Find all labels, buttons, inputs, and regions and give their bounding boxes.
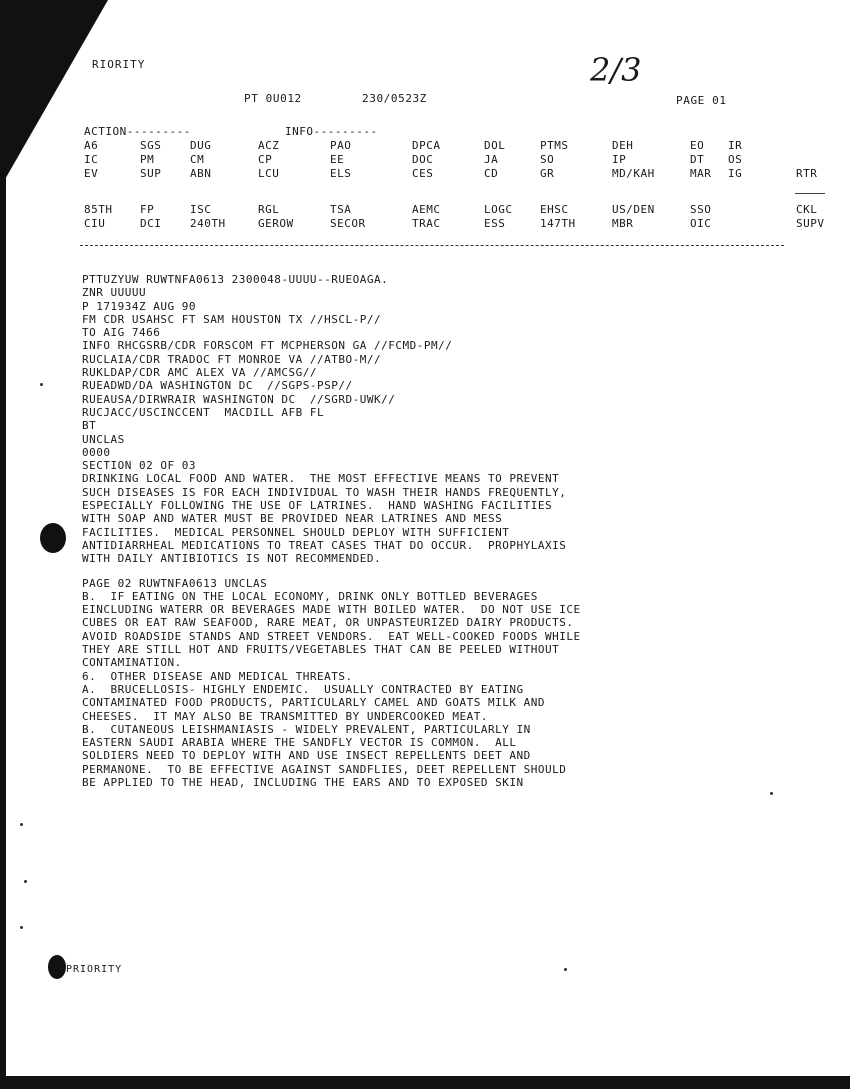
routing-code: DPCA [412,139,441,152]
message-line: SUCH DISEASES IS FOR EACH INDIVIDUAL TO WASH THEIR HANDS FREQUENTLY, [82,485,567,499]
routing-code: LCU [258,167,280,180]
routing-code: DOL [484,139,506,152]
routing-code: 147TH [540,217,576,230]
routing-code: JA [484,153,499,166]
routing-code: GEROW [258,217,294,230]
routing-code: MBR [612,217,634,230]
message-line: DRINKING LOCAL FOOD AND WATER. THE MOST EFFECTIVE MEANS TO PREVENT [82,472,560,486]
routing-code: OIC [690,217,712,230]
message-line: BE APPLIED TO THE HEAD, INCLUDING THE EARS AND TO EXPOSED SKIN [82,775,524,789]
routing-code: DCI [140,217,162,230]
routing-code: LOGC [484,203,513,216]
message-line: PTTUZYUW RUWTNFA0613 2300048-UUUU--RUEOAGA. [82,273,389,286]
message-line: B. IF EATING ON THE LOCAL ECONOMY, DRINK ONLY BOTTLED BEVERAGES [82,589,538,603]
message-line: A. BRUCELLOSIS- HIGHLY ENDEMIC. USUALLY CONTRACTED BY EATING [82,682,524,696]
routing-code: EHSC [540,203,569,216]
routing-code: 240TH [190,217,226,230]
message-line: RUEADWD/DA WASHINGTON DC //SGPS-PSP// [82,379,353,393]
action-label: ACTION--------- [84,125,191,138]
routing-code: CIU [84,217,106,230]
routing-code: SUPV [796,217,825,230]
routing-code: RGL [258,203,280,216]
message-section-1 [82,273,822,566]
message-line: RUEAUSA/DIRWRAIR WASHINGTON DC //SGRD-UWK// [82,392,396,406]
routing-code: SO [540,153,555,166]
rtr-underline [795,179,825,194]
routing-code: SGS [140,139,162,152]
routing-code: MAR [690,167,712,180]
separator-line [80,245,784,246]
message-body [82,273,822,789]
routing-code: SUP [140,167,162,180]
message-line: ESPECIALLY FOLLOWING THE USE OF LATRINES. HAND WASHING FACILITIES [82,499,553,513]
routing-code: EE [330,153,345,166]
message-line: SOLDIERS NEED TO DEPLOY WITH AND USE INSECT REPELLENTS DEET AND [82,749,531,763]
message-line: RUCLAIA/CDR TRADOC FT MONROE VA //ATBO-M// [82,352,382,366]
routing-code: IC [84,153,99,166]
scan-speck [40,383,43,386]
message-line: TO AIG 7466 [82,326,161,340]
footer-priority: PRIORITY [66,964,123,975]
routing-code: ESS [484,217,506,230]
scan-speck [564,968,567,971]
message-line: AVOID ROADSIDE STANDS AND STREET VENDORS. EAT WELL-COOKED FOODS WHILE [82,629,581,643]
routing-code: ACZ [258,139,280,152]
routing-code: OS [728,153,743,166]
page-number: PAGE 01 [676,94,727,107]
routing-code: IP [612,153,627,166]
message-line: EINCLUDING WATERR OR BEVERAGES MADE WITH BOILED WATER. DO NOT USE ICE [82,603,581,617]
date-time-group: 230/0523Z [362,92,428,105]
routing-code: AEMC [412,203,441,216]
routing-code: A6 [84,139,99,152]
message-line: RUCJACC/USCINCCENT MACDILL AFB FL [82,405,325,419]
message-line: PAGE 02 RUWTNFA0613 UNCLAS [82,576,268,590]
message-line: WITH SOAP AND WATER MUST BE PROVIDED NEAR LATRINES AND MESS [82,512,503,526]
scan-speck [20,926,23,929]
message-line: PERMANONE. TO BE EFFECTIVE AGAINST SANDFLIES, DEET REPELLENT SHOULD [82,762,567,776]
routing-code: TSA [330,203,352,216]
message-line: ZNR UUUUU [82,286,147,300]
routing-code: CM [190,153,205,166]
message-line: CHEESES. IT MAY ALSO BE TRANSMITTED BY UNDERCOOKED MEAT. [82,709,488,723]
routing-code: DUG [190,139,212,152]
message-line: B. CUTANEOUS LEISHMANIASIS - WIDELY PREVALENT, PARTICULARLY IN [82,722,531,736]
routing-code: IG [728,167,743,180]
header-priority: RIORITY [92,58,146,71]
handwritten-page-annotation: 2/3 [590,51,642,89]
message-id: PT 0U012 [244,92,302,105]
routing-code: PAO [330,139,352,152]
routing-code: TRAC [412,217,441,230]
routing-code: RTR [796,167,818,180]
routing-code: FP [140,203,155,216]
routing-code: EO [690,139,705,152]
routing-code: 85TH [84,203,113,216]
routing-code: PM [140,153,155,166]
routing-code: CP [258,153,273,166]
message-line: THEY ARE STILL HOT AND FRUITS/VEGETABLES THAT CAN BE PEELED WITHOUT [82,643,560,657]
routing-code: ABN [190,167,212,180]
scan-speck [20,823,23,826]
routing-code: DT [690,153,705,166]
info-label: INFO--------- [285,125,378,138]
message-line: RUKLDAP/CDR AMC ALEX VA //AMCSG// [82,366,318,380]
routing-code: DOC [412,153,434,166]
message-line: P 171934Z AUG 90 [82,299,196,313]
message-line: INFO RHCGSRB/CDR FORSCOM FT MCPHERSON GA //FCMD-PM// [82,339,453,353]
routing-code: ELS [330,167,352,180]
routing-code: CKL [796,203,818,216]
ink-blot [40,523,66,553]
message-line: UNCLAS [82,432,125,446]
routing-code: DEH [612,139,634,152]
message-section-2 [82,577,822,790]
routing-code: GR [540,167,555,180]
message-line: FACILITIES. MEDICAL PERSONNEL SHOULD DEPLOY WITH SUFFICIENT [82,525,510,539]
message-line: FM CDR USAHSC FT SAM HOUSTON TX //HSCL-P// [82,312,382,326]
routing-code: PTMS [540,139,569,152]
scan-speck [24,880,27,883]
message-line: ANTIDIARRHEAL MEDICATIONS TO TREAT CASES THAT DO OCCUR. PROPHYLAXIS [82,538,567,552]
routing-code: CES [412,167,434,180]
routing-code: CD [484,167,499,180]
message-line: BT [82,419,97,433]
scan-border-bottom [0,1076,850,1089]
routing-code: MD/KAH [612,167,655,180]
routing-code: SSO [690,203,712,216]
routing-code: IR [728,139,743,152]
message-line: 0000 [82,445,111,459]
message-line: CONTAMINATION. [82,656,182,670]
ink-blot [48,955,66,979]
message-line: SECTION 02 OF 03 [82,459,196,473]
message-line: CONTAMINATED FOOD PRODUCTS, PARTICULARLY CAMEL AND GOATS MILK AND [82,696,545,710]
routing-code: ISC [190,203,212,216]
routing-code: SECOR [330,217,366,230]
message-line: 6. OTHER DISEASE AND MEDICAL THREATS. [82,669,353,683]
routing-code: US/DEN [612,203,655,216]
routing-code: EV [84,167,99,180]
scan-speck [770,792,773,795]
message-line: CUBES OR EAT RAW SEAFOOD, RARE MEAT, OR UNPASTEURIZED DAIRY PRODUCTS. [82,616,574,630]
message-line: EASTERN SAUDI ARABIA WHERE THE SANDFLY VECTOR IS COMMON. ALL [82,736,517,750]
message-line: WITH DAILY ANTIBIOTICS IS NOT RECOMMENDED. [82,552,382,566]
